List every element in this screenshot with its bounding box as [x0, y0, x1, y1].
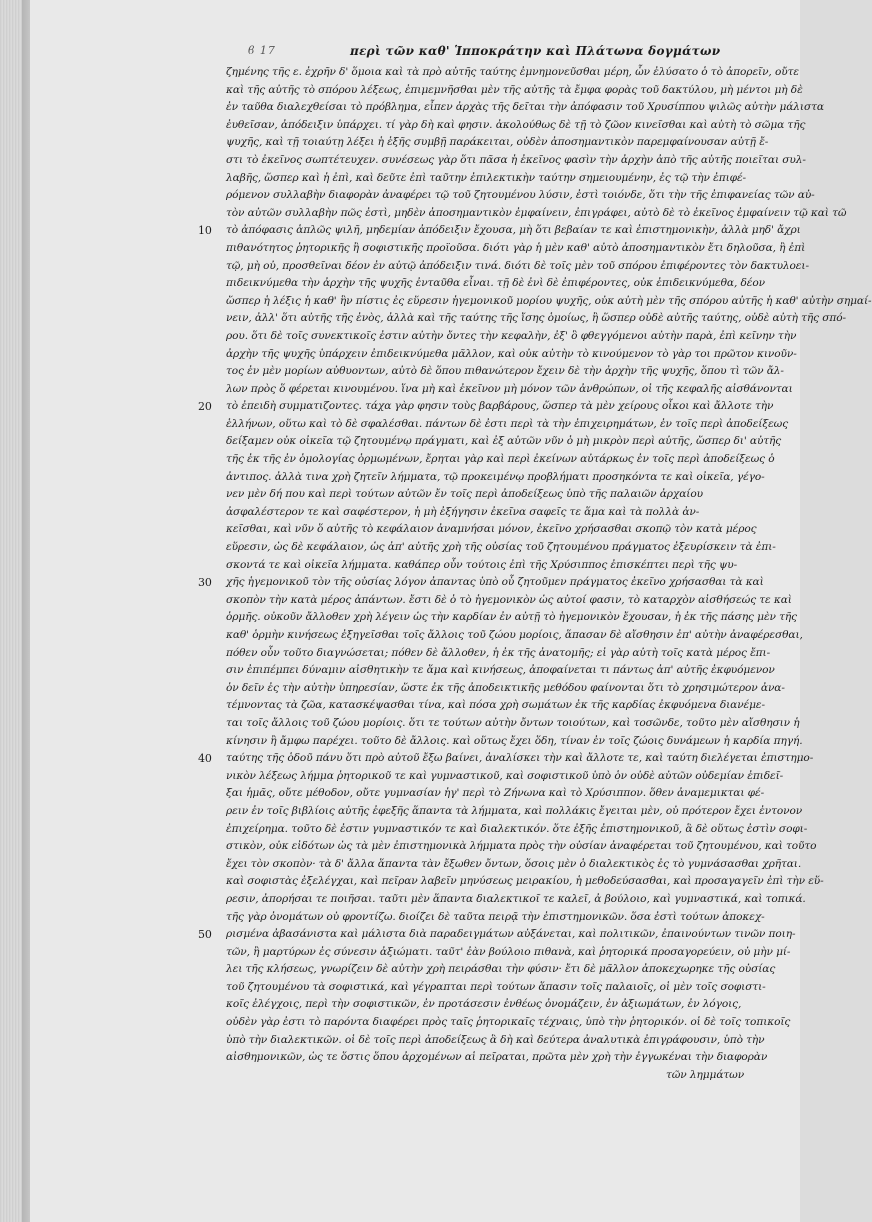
text-line [226, 416, 816, 434]
text-line [226, 504, 816, 522]
text-line [226, 838, 816, 856]
text-line [226, 521, 816, 539]
text-line [226, 715, 816, 733]
text-line [226, 205, 847, 223]
text-line [226, 381, 816, 399]
line-text: ται τοῖς ἄλλοις τοῦ ζώου μορίοις. ὅτι τε τούτων αὐτὴν ὄντων τοιούτων, καὶ τοσῶνδε, τοῦτο μὲν αἴσθησιν ἡ [226, 716, 800, 729]
line-text: κοῖς ἐλέγχοις, περὶ τὴν σοφιστικῶν, ἐν προτάσεσιν ἐνθέως ὀνομάζειν, ἐν ἀξιωμάτων, ἐν λόγοις, [226, 998, 742, 1011]
text-line [226, 856, 816, 874]
text-line [226, 346, 816, 364]
text-line [226, 539, 816, 557]
text-line [226, 557, 816, 575]
line-text: κίνησιν ἢ ἄμφω παρέχει. τοῦτο δὲ ἄλλοις. καὶ οὕτως ἔχει ὅδη, τίναν ἐν τοῖς ζώοις δυνάμεων ἡ καρδία πηγή. [226, 734, 803, 747]
line-text: ὁν δεῖν ἐς τὴν αὐτὴν ὑπηρεσίαν, ὥστε ἐκ τῆς ἀποδεικτικῆς μεθόδου φαίνονται ὅτι τὸ χρησιμώτερον ἀνα- [226, 681, 785, 694]
line-number: 40 [198, 752, 212, 766]
page-header [30, 44, 800, 64]
line-text: τὸ ἀπόφασις ἁπλῶς ψιλῆ, μηδεμίαν ἀπόδειξιν ἔχουσα, μὴ ὅτι βεβαίαν τε καὶ ἐπιστημονικὴν, ἀλλὰ μηδ' ἄχρι [226, 224, 801, 237]
line-text: ψυχῆς, καὶ τῇ τοιαύτῃ λέξει ἡ ἑξῆς συμβῇ παράκειται, οὐδὲν ἀποσημαντικὸν παρεμφαίνουσαν αὐτῇ ἔ- [226, 136, 769, 149]
line-text: τῶν λημμάτων [666, 1068, 745, 1081]
book-gutter-edge [0, 0, 22, 1222]
text-line [226, 152, 816, 170]
line-text: τοῦ ζητουμένου τὰ σοφιστικά, καὶ γέγραπται περὶ τούτων ἅπασιν τοῖς παλαιοῖς, οἱ μὲν τοῖς σοφιστι- [226, 980, 766, 993]
text-line [226, 733, 816, 751]
line-text: ταύτης τῆς ὁδοῦ πάνυ ὅτι πρὸ αὐτοῦ ἔξω βαίνει, ἀναλίσκει τὴν καὶ ἄλλοτε τε, καὶ ταύτη διελέγεται ἐπιστημο- [226, 752, 814, 765]
text-line [226, 117, 816, 135]
text-line [226, 1014, 816, 1032]
text-line [226, 592, 816, 610]
text-line [226, 944, 816, 962]
line-text: νικὸν λέξεως λήμμα ῥητορικοῦ τε καὶ γυμναστικοῦ, καὶ σοφιστικοῦ ὑπὸ ὁν οὐδὲ αὐτῶν οὐδεμίαν ἐπιδεῖ- [226, 769, 784, 782]
text-line [226, 609, 816, 627]
text-line [226, 64, 816, 82]
line-text: τῷ, μὴ οὐ, προσθεῖναι δέον ἐν αὐτῷ ἀπόδειξιν τινά. διότι δὲ τοῖς μὲν τοῦ σπόρου ἐπιφέροντες τὸν δακτυλοει- [226, 259, 809, 272]
greek-text-body [198, 64, 872, 1084]
text-line [226, 1049, 816, 1067]
text-line [226, 785, 816, 803]
line-text: τὸν αὐτῶν συλλαβὴν πῶς ἐστὶ, μηδὲν ἀποσημαντικὸν ἐμφαίνειν, ἐπιγράφει, αὐτὸ δὲ τὸ ἐκεῖνος ἐμφαίνειν τῷ καὶ τῶ [226, 206, 847, 219]
text-line [226, 99, 824, 117]
line-text: ὁρμῆς. οὐκοῦν ἄλλοθεν χρὴ λέγειν ὡς τὴν καρδίαν ἐν αὐτῇ τὸ ἡγεμονικὸν ἔχουσαν, ἡ ἐκ τῆς πάσης μὲν τῆς [226, 611, 797, 624]
text-line [226, 909, 816, 927]
text-line [198, 222, 816, 240]
line-text: τέμνοντας τὰ ζῶα, κατασκέψασθαι τίνα, καὶ πόσα χρὴ σωμάτων ἐκ τῆς καρδίας ἐκφυόμενα διανέμε- [226, 699, 765, 712]
line-text: τῶν, ἢ μαρτύρων ἐς σύνεσιν ἀξιώματι. ταῦτ' ἐὰν βούλοιο πιθανὰ, καὶ ῥητορικά προσαγορεύειν, οὐ μὴν μί- [226, 945, 791, 958]
text-line [226, 486, 816, 504]
text-line [226, 821, 816, 839]
text-line [226, 768, 816, 786]
line-text: δείξαμεν οὐκ οἰκεῖα τῷ ζητουμένῳ πράγματι, καὶ ἐξ αὐτῶν νῦν ὁ μὴ μικρὸν περὶ αὐτῆς, ὥσπερ δι' αὐτῆς [226, 435, 782, 448]
line-text: σκοπὸν τὴν κατὰ μέρος ἀπάντων. ἔστι δὲ ὁ τὸ ἡγεμονικὸν ὡς αὐτοί φασιν, τὸ καταρχὸν αἰσθήσεώς τε καὶ [226, 593, 792, 606]
text-line [226, 645, 816, 663]
line-text: λει τῆς κλήσεως, γνωρίζειν δὲ αὐτὴν χρὴ πειράσθαι τὴν φύσιν· ἔτι δὲ μᾶλλον ἀποκεχωρηκε τῆς οὐσίας [226, 963, 776, 976]
line-text: ρειν ἐν τοῖς βιβλίοις αὐτῆς ἐφεξῆς ἅπαντα τὰ λήμματα, καὶ πολλάκις ἔγειται μὲν, οὐ πρότερον ἔχει ἐντονον [226, 804, 803, 817]
text-line [226, 134, 816, 152]
book-page [30, 0, 872, 1222]
line-text: ὥσπερ ἡ λέξις ἡ καθ' ἣν πίστις ἐς εὕρεσιν ἡγεμονικοῦ μορίου ψυχῆς, οὐκ αὐτὴ μὲν τῆς σπόρου αὐτῆς ἡ καθ' αὐτὴν σημαί- [226, 294, 872, 307]
line-text: σιν ἐπιπέμπει δύναμιν αἰσθητικὴν τε ἅμα καὶ κινήσεως, ἀποφαίνεται τι πάντως ἀπ' αὐτῆς ἐκφυόμενον [226, 664, 775, 677]
text-line [198, 750, 816, 768]
line-text: τὸ ἐπειδὴ συμματιζοντες. τάχα γὰρ φησιν τοὺς βαρβάρους, ὥσπερ τὰ μὲν χείρους οἶκοι καὶ ἄλλοτε τὴν [226, 400, 774, 413]
text-line [226, 996, 816, 1014]
text-line [226, 662, 816, 680]
text-line [226, 469, 816, 487]
line-text: τῆς ἐκ τῆς ἐν ὁμολογίας ὁρμωμένων, ἔρηται γὰρ καὶ περὶ ἐκείνων αὐτάρκως ἐν τοῖς περὶ ἀποδείξεως ὁ [226, 453, 775, 466]
running-title: περὶ τῶν καθ' Ἱπποκράτην καὶ Πλάτωνα δογμάτων [350, 44, 721, 58]
line-text: ἀσφαλέστερον τε καὶ σαφέστερον, ἡ μὴ ἐξήγησιν ἐκεῖνα σαφεῖς τε ἅμα καὶ τὰ πολλὰ ἀν- [226, 505, 700, 518]
line-text: καὶ σοφιστὰς ἐξελέγχαι, καὶ πεῖραν λαβεῖν μηνύσεως μειρακίου, ἡ μεθοδεύσασθαι, καὶ προσαγαγεῖν ἐπὶ τὴν εὕ- [226, 875, 824, 888]
line-text: ζημένης τῆς ε. ἐχρῆν δ' ὅμοια καὶ τὰ πρὸ αὐτῆς ταύτης ἐμνημονεῦσθαι μέρη, ὧν ἐλύσατο ὁ τὸ ἀπορεῖν, οὔτε [226, 66, 799, 78]
text-line [226, 363, 816, 381]
line-text: εὕρεσιν, ὡς δὲ κεφάλαιον, ὡς ἀπ' αὐτῆς χρὴ τῆς οὐσίας τοῦ ζητουμένου πράγματος ἐξευρίσκειν τὰ ἐπι- [226, 541, 776, 554]
text-line [226, 82, 816, 100]
text-line [226, 1032, 816, 1050]
line-text: νειν, ἀλλ' ὅτι αὐτῆς τῆς ἐνὸς, ἀλλὰ καὶ τῆς ταύτης τῆς ἴσης ὁμοίως, ἢ ὥσπερ οὐδὲ αὐτῆς ταύτης, οὐδὲ αὐτὴ τῆς σπό- [226, 312, 846, 325]
line-text: ὑπὸ τὴν διαλεκτικῶν. οἱ δὲ τοῖς περὶ ἀποδείξεως ἃ δὴ καὶ δεύτερα ἀναλυτικὰ ἐπιγράφουσιν, ὑπὸ τὴν [226, 1033, 765, 1046]
line-text: λων πρὸς ὅ φέρεται κινουμένου. ἵνα μὴ καὶ ἐκεῖνον μὴ μόνον τῶν ἀνθρώπων, οἱ τῆς κεφαλῆς αἰσθάνονται [226, 382, 793, 395]
text-line [226, 873, 824, 891]
text-line [226, 170, 816, 188]
text-line [226, 187, 816, 205]
line-text: ἔχει τὸν σκοπὸν· τὰ δ' ἄλλα ἅπαντα τὰν ἔξωθεν ὄντων, ὅσοις μὲν ὁ διαλεκτικὸς ἐς τὸ γυμνάσασθαι χρῆται. [226, 857, 802, 870]
text-line [226, 979, 816, 997]
text-line [226, 258, 816, 276]
line-text: λαβῆς, ὥσπερ καὶ ἡ ἐπὶ, καὶ δεῦτε ἐπὶ ταῦτην ἐπιλεκτικὴν ταύτην σημειουμένην, ἐς τῷ τὴν ἐπιφέ- [226, 171, 747, 184]
line-text: ἀντιπος. ἀλλὰ τινα χρὴ ζητεῖν λήμματα, τῷ προκειμένῳ προβλήματι προσηκόντα τε καὶ οἰκεῖα, γέγο- [226, 470, 765, 483]
line-text: πόθεν οὖν τοῦτο διαγνώσεται; πόθεν δὲ ἄλλοθεν, ἡ ἐκ τῆς ἀνατομῆς; εἰ γὰρ αὐτὴ τοῖς κατὰ μέρος ἔπι- [226, 646, 771, 659]
text-line [226, 451, 816, 469]
line-text: στι τὸ ἐκεῖνος σωπτέτευχεν. συνέσεως γὰρ ὅτι πᾶσα ἡ ἐκεῖνος φασὶν τὴν ἀρχὴν ἀπὸ τῆς αὐτῆς ποιεῖται συλ- [226, 153, 806, 166]
line-text: σκοντά τε καὶ οἰκεῖα λήμματα. καθάπερ οὖν τούτοις ἐπὶ τῆς Χρύσιππος ἐπισκέπτει περὶ τῆς ψυ- [226, 558, 738, 571]
line-number: 20 [198, 400, 212, 414]
line-text: ρου. ὅτι δὲ τοῖς συνεκτικοῖς ἐστιν αὐτὴν ὄντες τὴν κεφαλὴν, ἐξ' ὃ φθεγγόμενοι αὐτὴν παρὰ, ἐπὶ κεῖνην τὴν [226, 329, 797, 342]
text-line [226, 433, 816, 451]
text-line [198, 926, 816, 944]
text-line [226, 1067, 816, 1085]
line-text: ἀρχὴν τῆς ψυχῆς ὑπάρχειν ἐπιδεικνύμεθα μᾶλλον, καὶ οὐκ αὐτὴν τὸ κινούμενον τὸ γὰρ τοι πρῶτον κινοῦν- [226, 347, 797, 360]
text-line [198, 574, 816, 592]
line-text: καὶ τῆς αὐτῆς τὸ σπόρου λέξεως, ἐπιμεμνῆσθαι μὲν τῆς αὐτῆς τὰ ἔμφα φορὰς τοῦ δακτύλου, μὴ μέντοι μὴ δὲ [226, 83, 803, 96]
line-text: τῆς γὰρ ὀνομάτων οὐ φροντίζω. διοίζει δὲ ταῦτα πειρᾷ τὴν ἐπιστημονικῶν. ὅσα ἐστὶ τούτων ἀποκεχ- [226, 910, 765, 923]
line-number: 30 [198, 576, 212, 590]
line-text: χῆς ἡγεμονικοῦ τὸν τῆς οὐσίας λόγον ἀπαντας ὑπὸ οὖ ζητοῦμεν πράγματος ἐκεῖνο χρήσασθαι τὰ καὶ [226, 576, 764, 589]
text-line [226, 680, 816, 698]
text-line [226, 275, 816, 293]
line-text: ἐυθεῖσαν, ἀπόδειξιν ὑπάρχει. τί γὰρ δὴ καὶ φησιν. ἀκολούθως δὲ τῇ τὸ ζῶον κινεῖσθαι καὶ αὐτὴ τὸ σῶμα τῆς [226, 118, 806, 131]
text-line [226, 240, 816, 258]
line-text: ἑλλήνων, οὕτω καὶ τὸ δὲ σφαλέσθαι. πάντων δὲ ἐστι περὶ τὰ τὴν ἐπιχειρημάτων, ἐν τοῖς περὶ ἀποδείξεως [226, 417, 789, 430]
text-line [226, 293, 872, 311]
line-text: ρισμένα ἀβασάνιστα καὶ μάλιστα διὰ παραδειγμάτων αὐξάνεται, καὶ πολιτικῶν, ἐπαινούντων τινῶν ποιη- [226, 928, 796, 941]
line-text: οὐδὲν γὰρ ἐστι τὸ παρόντα διαφέρει πρὸς ταῖς ῥητορικαῖς τέχναις, ὑπὸ τὴν ῥητορικόν. οἱ δὲ τοῖς τοπικοῖς [226, 1016, 791, 1029]
line-text: καθ' ὁρμὴν κινήσεως ἐξηγεῖσθαι τοῖς ἄλλοις τοῦ ζώου μορίοις, ἅπασαν δὲ αἴσθησιν ἐπ' αὐτὴν ἀναφέρεσθαι, [226, 629, 803, 641]
folio-number: ϐ 17 [248, 44, 276, 57]
line-text: τος ἐν μὲν μορίων αὐθυοντων, αὐτὸ δὲ ὅπου πιθανώτερον ἔχειν δὲ τὴν ἀρχὴν τῆς ψυχῆς, ὅπου τὶ τῶν ἄλ- [226, 365, 784, 378]
text-line [198, 398, 816, 416]
line-text: πιδεικνύμεθα τὴν ἀρχὴν τῆς ψυχῆς ἐνταῦθα εἶναι. τῇ δὲ ἐνὶ δὲ ἐπιφέροντες, οὐκ ἐπιδεικνύμεθα, δέον [226, 277, 765, 290]
line-text: ἐν ταῦθα διαλεχθείσαι τὸ πρόβλημα, εἶπεν ἀρχὰς τῆς δεῖται τὴν ἀπόφασιν τοῦ Χρυσίππου ψιλῶς αὐτὴν μάλιστα [226, 101, 824, 114]
text-line [226, 697, 816, 715]
line-number: 10 [198, 224, 212, 238]
text-line [226, 891, 816, 909]
line-text: ρόμενον συλλαβὴν διαφορὰν ἀναφέρει τῷ τοῦ ζητουμένου λύσιν, ἐστὶ τοιόνδε, ὅτι τὴν τῆς ἐπιφανείας τῶν αὐ- [226, 189, 815, 202]
text-line [226, 328, 816, 346]
line-number: 50 [198, 928, 212, 942]
line-text: στικὸν, οὐκ εἰδότων ὡς τὰ μὲν ἐπιστημονικὰ λήμματα πρὸς τὴν οὐσίαν ἀναφέρεται τοῦ ζητουμένου, καὶ τοῦτο [226, 840, 817, 853]
text-line [226, 627, 816, 645]
line-text: ἐπιχείρημα. τοῦτο δὲ ἐστιν γυμναστικόν τε καὶ διαλεκτικόν. ὅτε ἐξῆς ἐπιστημονικοῦ, ἃ δὲ οὕτως ἐστὶν σοφι- [226, 822, 808, 835]
text-line [226, 310, 846, 328]
line-text: αἰσθημονικῶν, ὡς τε ὅστις ὅπου ἀρχομένων αἱ πεῖραται, πρῶτα μὲν χρὴ τὴν ἐγγωκέναι τὴν διαφορὰν [226, 1051, 768, 1064]
line-text: πιθανότητος ῥητορικῆς ἢ σοφιστικῆς προϊοῦσα. διότι γὰρ ἡ μὲν καθ' αὐτὸ ἀποσημαντικὸν ἔτι δηλοῦσα, ἢ ἐπὶ [226, 241, 806, 254]
text-line [226, 961, 816, 979]
line-text: ρεσιν, ἀπορήσαι τε ποιῆσαι. ταῦτι μὲν ἅπαντα διαλεκτικοῖ τε καλεῖ, ἀ βούλοιο, καὶ γυμναστικά, καὶ τοπικά. [226, 892, 806, 905]
line-text: νεν μὲν δή που καὶ περὶ τούτων αὐτῶν ἔν τοῖς περὶ ἀποδείξεως ὑπὸ τῆς παλαιῶν ἀρχαίου [226, 488, 703, 501]
line-text: κεῖσθαι, καὶ νῦν ὅ αὐτῆς τὸ κεφάλαιον ἀναμνήσαι μόνον, ἐκεῖνο χρήσασθαι σκοπῷ τὸν κατὰ μέρος [226, 523, 757, 536]
text-line [226, 803, 816, 821]
line-text: ξαι ἡμᾶς, οὔτε μέθοδον, οὔτε γυμνασίαν ἡγ' περὶ τὸ Ζήνωνα καὶ τὸ Χρύσιππον. ὅθεν ἀναμεμικται φέ- [226, 787, 765, 800]
